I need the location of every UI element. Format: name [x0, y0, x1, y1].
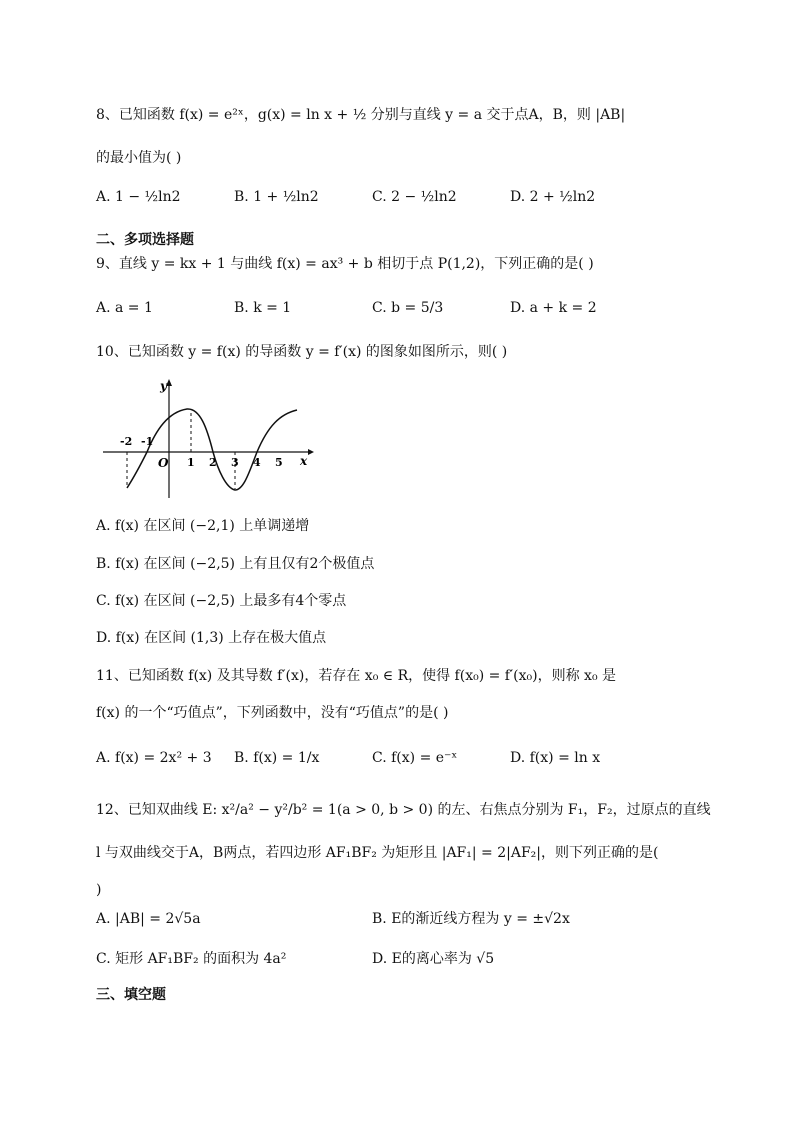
q12-stem-line1: 12、已知双曲线 E: x²/a² − y²/b² = 1(a > 0, b > 0) 的左、右焦点分别为 F₁，F₂，过原点的直线: [96, 802, 711, 818]
q8-stem-line1: 8、已知函数 f(x) = e²ˣ，g(x) = ln x + ½ 分别与直线 y = a 交于点A，B，则 |AB|: [96, 107, 626, 123]
q12-stem-line3: ): [96, 882, 102, 898]
q10-option-c: C. f(x) 在区间 (−2,5) 上最多有4个零点: [96, 593, 347, 609]
q12-option-d: D. E的离心率为 √5: [372, 951, 495, 967]
y-axis-label: y: [160, 379, 167, 393]
origin-label: O: [158, 456, 169, 470]
q10-option-d: D. f(x) 在区间 (1,3) 上存在极大值点: [96, 630, 327, 646]
q9-option-c: C. b = 5/3: [372, 300, 444, 316]
q8-option-d: D. 2 + ½ln2: [510, 189, 596, 205]
derivative-curve: [127, 409, 297, 490]
q9-option-a: A. a = 1: [96, 300, 153, 316]
derivative-graph-svg: [100, 378, 315, 500]
q11-option-c: C. f(x) = e⁻ˣ: [372, 750, 458, 766]
q9-option-b: B. k = 1: [234, 300, 292, 316]
q8-option-b: B. 1 + ½ln2: [234, 189, 319, 205]
section-heading-multiple-choice: 二、多项选择题: [96, 232, 194, 248]
q10-stem: 10、已知函数 y = f(x) 的导函数 y = f′(x) 的图象如图所示，则( ): [96, 344, 508, 360]
tick-label-3: 3: [231, 456, 239, 469]
q9-stem: 9、直线 y = kx + 1 与曲线 f(x) = ax³ + b 相切于点 P(1,2)，下列正确的是( ): [96, 256, 594, 272]
tick-label-minus2: -2: [120, 435, 133, 448]
q12-option-b: B. E的渐近线方程为 y = ±√2x: [372, 911, 570, 927]
q11-stem-line1: 11、已知函数 f(x) 及其导数 f′(x)，若存在 x₀ ∈ R，使得 f(x₀) = f′(x₀)，则称 x₀ 是: [96, 668, 617, 684]
derivative-graph: [100, 378, 315, 504]
x-axis-arrow: [308, 449, 314, 455]
tick-label-2: 2: [209, 456, 217, 469]
q12-option-c: C. 矩形 AF₁BF₂ 的面积为 4a²: [96, 951, 287, 967]
section-heading-fill-in: 三、填空题: [96, 987, 166, 1003]
tick-label-4: 4: [253, 456, 261, 469]
q10-option-a: A. f(x) 在区间 (−2,1) 上单调递增: [96, 518, 310, 534]
q10-option-b: B. f(x) 在区间 (−2,5) 上有且仅有2个极值点: [96, 556, 375, 572]
tick-label-5: 5: [275, 456, 283, 469]
q9-option-d: D. a + k = 2: [510, 300, 597, 316]
tick-label-minus1: -1: [141, 435, 154, 448]
tick-label-1: 1: [187, 456, 195, 469]
q8-option-a: A. 1 − ½ln2: [96, 189, 181, 205]
q11-option-d: D. f(x) = ln x: [510, 750, 601, 766]
q8-stem-line2: 的最小值为( ): [96, 150, 182, 166]
q11-stem-line2: f(x) 的一个“巧值点”，下列函数中，没有“巧值点”的是( ): [96, 705, 449, 721]
q11-option-a: A. f(x) = 2x² + 3: [96, 750, 212, 766]
x-axis-label: x: [300, 454, 308, 468]
q8-option-c: C. 2 − ½ln2: [372, 189, 457, 205]
q11-option-b: B. f(x) = 1/x: [234, 750, 320, 766]
q12-option-a: A. |AB| = 2√5a: [96, 911, 201, 927]
q12-stem-line2: l 与双曲线交于A，B两点，若四边形 AF₁BF₂ 为矩形且 |AF₁| = 2|AF₂|，则下列正确的是(: [96, 845, 659, 861]
